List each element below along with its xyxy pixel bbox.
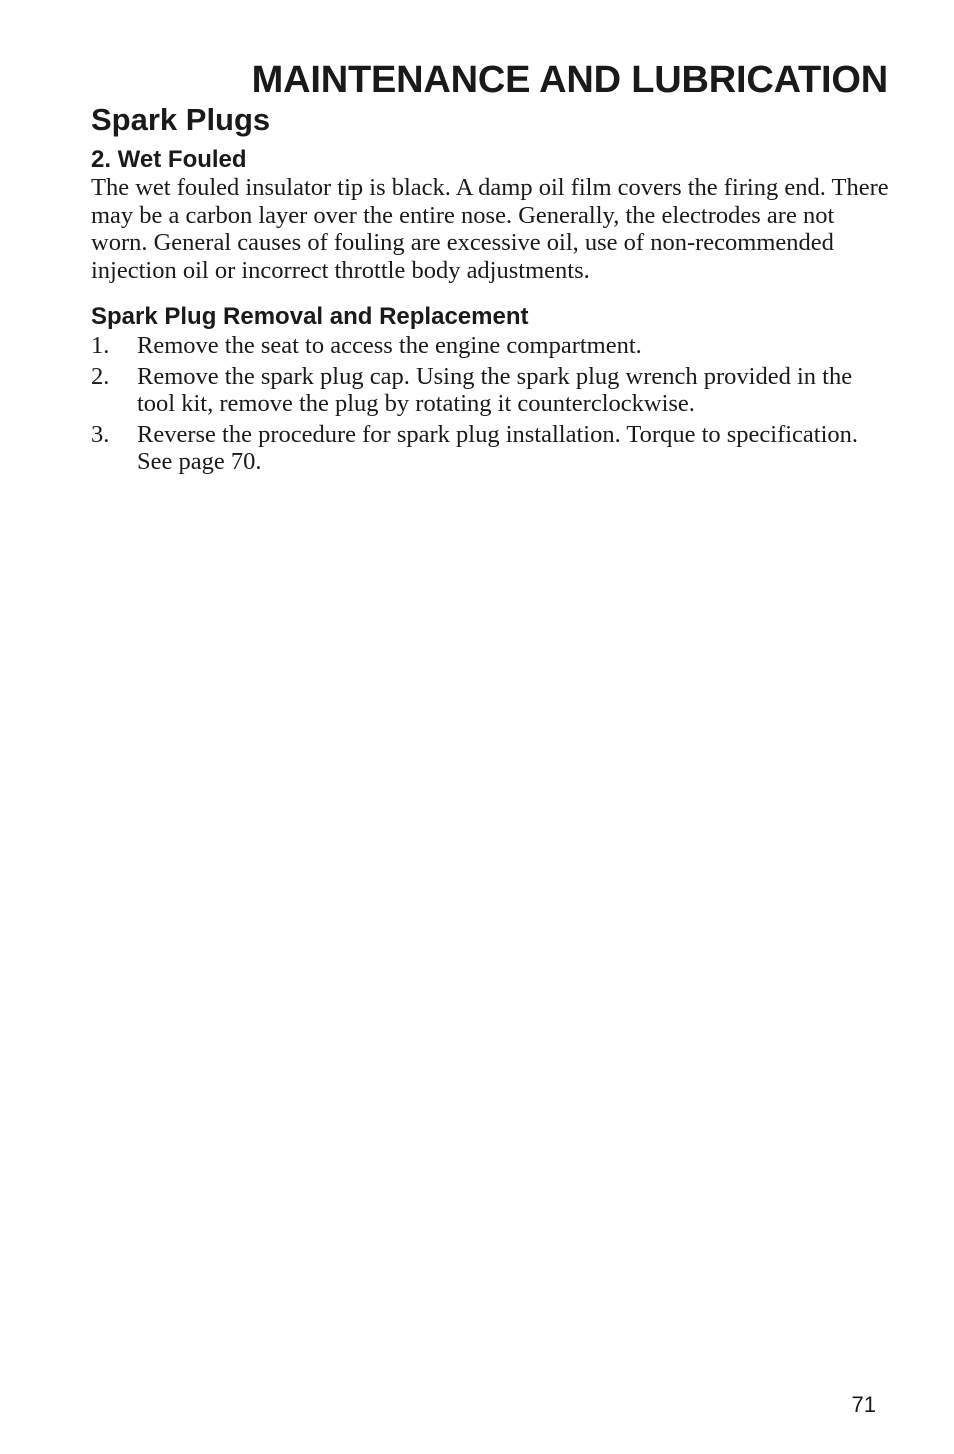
chapter-title: MAINTENANCE AND LUBRICATION <box>251 59 888 101</box>
page-content <box>91 100 891 479</box>
removal-steps-list <box>91 332 891 476</box>
step-text: Remove the spark plug cap. Using the spark plug wrench provided in the tool kit, remove the plug by rotating it counterclockwise. <box>137 362 853 417</box>
section-title: Spark Plugs <box>91 102 271 137</box>
subsection-title-wet-fouled: 2. Wet Fouled <box>91 146 247 173</box>
list-item <box>91 363 891 418</box>
subsection-title-removal: Spark Plug Removal and Replacement <box>91 303 529 330</box>
step-number: 1. <box>91 332 110 359</box>
list-item <box>91 421 891 476</box>
step-text: Remove the seat to access the engine compartment. <box>137 332 642 359</box>
step-number: 2. <box>91 362 110 390</box>
page-number: 71 <box>851 1392 876 1417</box>
step-number: 3. <box>91 420 110 448</box>
wet-fouled-paragraph: The wet fouled insulator tip is black. A damp oil film covers the firing end. There may be a carbon layer over the entire nose. Generally, the electrodes are not worn. General causes of fouling are excessive oil, use of non-recommended injection oil or incorrect throttle body adjustments. <box>91 174 889 284</box>
step-text: Reverse the procedure for spark plug installation. Torque to specification. See page 70. <box>137 420 859 475</box>
list-item <box>91 332 891 360</box>
